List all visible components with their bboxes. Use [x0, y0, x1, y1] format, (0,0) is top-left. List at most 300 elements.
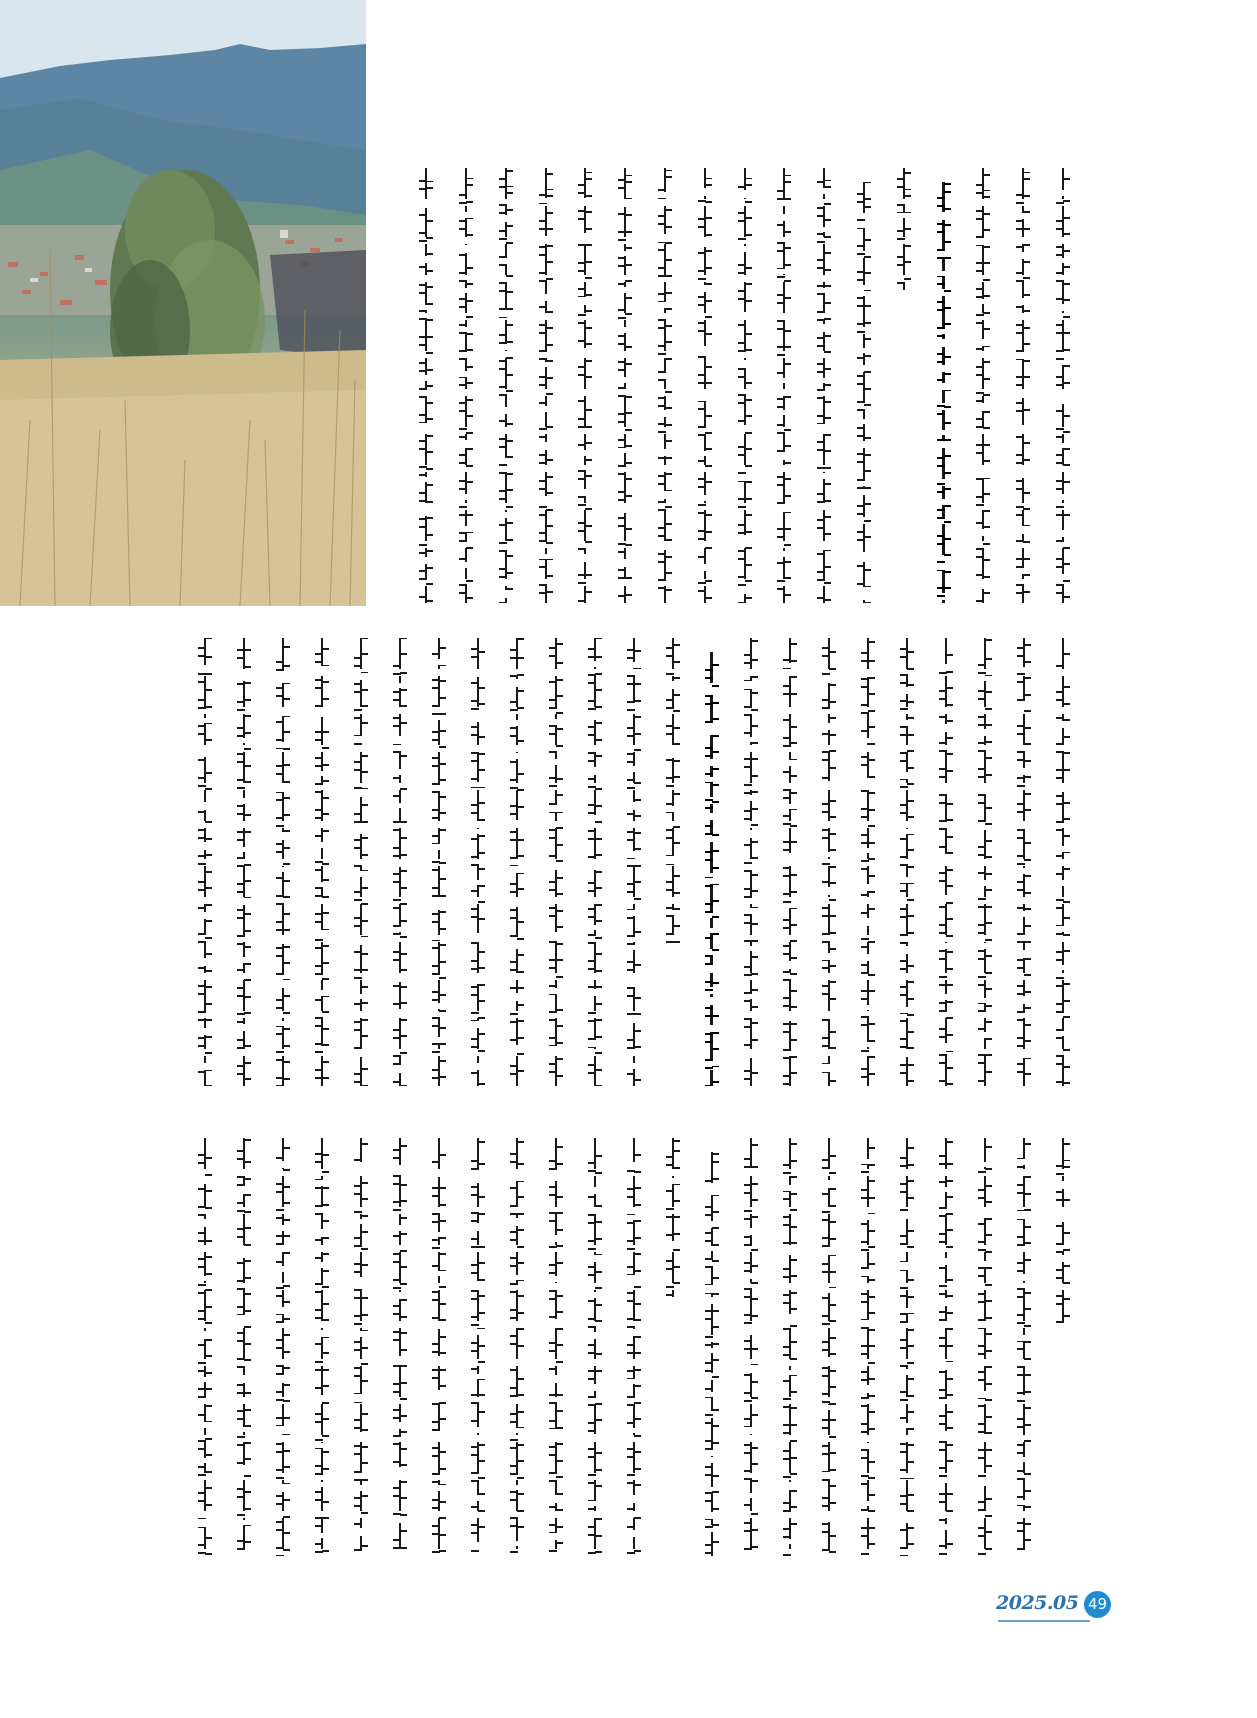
word-space: [510, 1541, 524, 1546]
word-space: [857, 552, 871, 560]
word-space: [499, 258, 513, 264]
glyph-marks: [556, 638, 563, 1086]
word-space: [618, 251, 632, 256]
word-space: [198, 718, 212, 723]
word-space: [666, 856, 680, 864]
word-space: [978, 789, 992, 794]
word-space: [1016, 526, 1030, 534]
word-space: [978, 1434, 992, 1441]
word-space: [432, 844, 446, 850]
word-space: [976, 581, 990, 589]
word-space: [705, 777, 719, 782]
word-space: [900, 1308, 914, 1313]
glyph-marks: [829, 1138, 836, 1556]
word-space: [237, 957, 251, 963]
word-space: [822, 1357, 836, 1364]
word-space: [315, 709, 329, 717]
word-space: [705, 687, 719, 695]
text-column: [354, 638, 368, 1086]
word-space: [857, 348, 871, 353]
word-space: [978, 1162, 992, 1167]
glyph-marks: [439, 1138, 446, 1556]
word-space: [1016, 568, 1030, 574]
word-space: [978, 1212, 992, 1218]
word-space: [861, 884, 875, 891]
glyph-marks: [517, 638, 524, 1086]
word-space: [471, 1374, 485, 1379]
word-space: [783, 853, 797, 861]
text-column: [459, 168, 473, 603]
word-space: [354, 1432, 368, 1440]
word-space: [1056, 530, 1070, 537]
word-space: [237, 1024, 251, 1031]
glyph-marks: [244, 1138, 251, 1556]
word-space: [1016, 392, 1030, 398]
word-space: [237, 1427, 251, 1432]
word-space: [698, 346, 712, 352]
word-space: [978, 943, 992, 949]
text-column: [744, 1138, 758, 1556]
word-space: [549, 1319, 563, 1327]
word-space: [1056, 494, 1070, 500]
word-space: [976, 529, 990, 536]
text-column: [738, 168, 752, 603]
word-space: [783, 760, 797, 766]
word-space: [857, 221, 871, 228]
word-space: [510, 1045, 524, 1051]
word-space: [744, 795, 758, 801]
word-space: [549, 988, 563, 994]
word-space: [198, 802, 212, 810]
glyph-marks: [625, 168, 632, 603]
word-space: [1017, 1395, 1031, 1400]
word-space: [459, 562, 473, 568]
word-space: [315, 1443, 329, 1448]
word-space: [588, 1332, 602, 1339]
word-space: [549, 1235, 563, 1242]
word-space: [900, 720, 914, 726]
word-space: [393, 1517, 407, 1523]
word-space: [658, 410, 672, 417]
word-space: [937, 339, 951, 347]
word-space: [976, 470, 990, 478]
word-space: [1017, 1211, 1031, 1219]
word-space: [1017, 1500, 1031, 1505]
word-space: [900, 1171, 914, 1176]
word-space: [549, 1533, 563, 1540]
word-space: [744, 946, 758, 951]
word-space: [705, 1512, 719, 1519]
word-space: [861, 1320, 875, 1327]
word-space: [738, 535, 752, 543]
word-space: [978, 1322, 992, 1328]
text-column: [237, 1138, 251, 1556]
word-space: [276, 1021, 290, 1026]
word-space: [237, 1375, 251, 1383]
word-space: [588, 1434, 602, 1440]
word-space: [627, 802, 641, 810]
word-space: [1017, 1335, 1031, 1341]
word-space: [549, 1375, 563, 1383]
word-space: [588, 989, 602, 996]
text-column: [276, 1138, 290, 1556]
word-space: [861, 1214, 875, 1220]
word-space: [783, 663, 797, 668]
word-space: [354, 1162, 368, 1169]
word-space: [419, 305, 433, 310]
text-column: [549, 638, 563, 1086]
word-space: [549, 863, 563, 870]
word-space: [578, 198, 592, 206]
word-space: [738, 474, 752, 481]
word-space: [459, 288, 473, 293]
word-space: [618, 448, 632, 453]
word-space: [939, 943, 953, 949]
word-space: [822, 1472, 836, 1477]
word-space: [627, 1428, 641, 1433]
word-space: [627, 1329, 641, 1336]
word-space: [237, 1250, 251, 1258]
word-space: [976, 299, 990, 304]
word-space: [539, 496, 553, 503]
word-space: [822, 887, 836, 895]
word-space: [432, 1431, 446, 1437]
paragraph-end-column: [666, 1138, 680, 1297]
word-space: [1017, 911, 1031, 917]
text-column: [432, 1138, 446, 1556]
word-space: [549, 1495, 563, 1503]
word-space: [459, 440, 473, 448]
word-space: [354, 828, 368, 834]
word-space: [1056, 396, 1070, 404]
word-space: [705, 997, 719, 1005]
photo-illustration: [0, 0, 366, 606]
word-space: [658, 373, 672, 379]
word-space: [471, 1063, 485, 1070]
word-space: [198, 958, 212, 966]
word-space: [419, 375, 433, 381]
word-space: [354, 994, 368, 999]
word-space: [237, 798, 251, 804]
word-space: [1056, 1255, 1070, 1262]
word-space: [783, 1539, 797, 1544]
word-space: [1056, 304, 1070, 311]
text-column: [237, 638, 251, 1086]
word-space: [471, 1329, 485, 1335]
word-space: [900, 1262, 914, 1270]
word-space: [432, 1356, 446, 1363]
word-space: [666, 750, 680, 758]
word-space: [861, 1269, 875, 1276]
word-space: [705, 1188, 719, 1195]
glyph-marks: [712, 652, 719, 1086]
word-space: [510, 820, 524, 826]
word-space: [857, 489, 871, 495]
word-space: [618, 507, 632, 513]
word-space: [939, 1362, 953, 1370]
paragraph-end-column: [897, 168, 911, 290]
word-space: [1056, 190, 1070, 196]
word-space: [857, 419, 871, 424]
word-space: [698, 564, 712, 571]
word-space: [978, 729, 992, 736]
word-space: [499, 590, 513, 598]
word-space: [978, 1032, 992, 1038]
text-column: [822, 638, 836, 1086]
word-space: [618, 559, 632, 567]
word-space: [744, 864, 758, 870]
word-space: [198, 1422, 212, 1428]
word-space: [666, 1178, 680, 1184]
word-space: [354, 1331, 368, 1337]
word-space: [817, 424, 831, 429]
word-space: [705, 1457, 719, 1463]
word-space: [705, 813, 719, 820]
word-space: [510, 1275, 524, 1280]
word-space: [315, 666, 329, 671]
word-space: [276, 675, 290, 683]
word-space: [705, 1348, 719, 1353]
word-space: [354, 937, 368, 945]
word-space: [1016, 354, 1030, 359]
word-space: [937, 271, 951, 276]
text-column: [900, 1138, 914, 1556]
glyph-marks: [907, 638, 914, 1086]
word-space: [459, 526, 473, 532]
text-column: [658, 168, 672, 603]
word-space: [315, 842, 329, 848]
word-space: [627, 1016, 641, 1023]
glyph-marks: [517, 1138, 524, 1556]
word-space: [978, 676, 992, 681]
word-space: [937, 383, 951, 390]
word-space: [237, 1186, 251, 1194]
text-column: [978, 1138, 992, 1556]
word-space: [939, 664, 953, 670]
word-space: [698, 285, 712, 292]
word-space: [817, 227, 831, 232]
word-space: [588, 1292, 602, 1298]
word-space: [1056, 926, 1070, 932]
word-space: [237, 1315, 251, 1323]
glyph-marks: [946, 638, 953, 1086]
word-space: [777, 506, 791, 512]
word-space: [276, 1426, 290, 1434]
word-space: [705, 1392, 719, 1397]
word-space: [419, 423, 433, 431]
word-space: [432, 1169, 446, 1177]
word-space: [698, 240, 712, 247]
word-space: [976, 339, 990, 346]
word-space: [354, 789, 368, 797]
word-space: [1056, 880, 1070, 886]
glyph-marks: [283, 638, 290, 1086]
landscape-photo: [0, 0, 366, 606]
paragraph-end-column: [666, 638, 680, 943]
word-space: [705, 1061, 719, 1066]
page-footer: [996, 1590, 1116, 1630]
glyph-marks: [907, 1138, 914, 1556]
word-space: [822, 1288, 836, 1293]
text-column: [510, 638, 524, 1086]
glyph-marks: [361, 1138, 368, 1556]
text-column: [698, 168, 712, 603]
word-space: [549, 759, 563, 765]
word-space: [1017, 1457, 1031, 1462]
word-space: [627, 979, 641, 987]
word-space: [666, 806, 680, 812]
text-column: [198, 638, 212, 1086]
word-space: [393, 769, 407, 775]
word-space: [627, 1495, 641, 1503]
word-space: [198, 842, 212, 850]
word-space: [419, 557, 433, 564]
word-space: [861, 738, 875, 743]
text-column: [276, 638, 290, 1086]
word-space: [744, 994, 758, 999]
glyph-marks: [1063, 638, 1070, 1086]
text-column: [393, 638, 407, 1086]
word-space: [783, 1248, 797, 1255]
word-space: [459, 327, 473, 332]
text-column: [822, 1138, 836, 1556]
word-space: [276, 1161, 290, 1168]
word-space: [744, 1493, 758, 1498]
word-space: [976, 240, 990, 245]
text-column: [861, 638, 875, 1086]
word-space: [627, 1063, 641, 1069]
word-space: [658, 302, 672, 308]
word-space: [237, 1465, 251, 1473]
word-space: [666, 681, 680, 689]
word-space: [315, 930, 329, 938]
glyph-marks: [244, 638, 251, 1086]
word-space: [276, 1307, 290, 1314]
text-column: [1056, 168, 1070, 603]
word-space: [783, 804, 797, 809]
word-space: [822, 1249, 836, 1255]
text-column: [588, 1138, 602, 1556]
glyph-marks: [864, 182, 871, 603]
word-space: [510, 1428, 524, 1433]
word-space: [705, 1246, 719, 1251]
issue-date: 2025.05: [996, 1592, 1079, 1614]
word-space: [315, 1229, 329, 1237]
word-space: [783, 1185, 797, 1191]
word-space: [315, 1330, 329, 1337]
subheading-column: [937, 182, 951, 603]
word-space: [939, 786, 953, 794]
word-space: [510, 866, 524, 873]
word-space: [1056, 360, 1070, 365]
word-space: [783, 903, 797, 908]
word-space: [744, 1273, 758, 1279]
word-space: [1056, 1031, 1070, 1036]
word-space: [198, 751, 212, 757]
word-space: [658, 234, 672, 242]
word-space: [1016, 252, 1030, 259]
text-column: [354, 1138, 368, 1556]
word-space: [198, 1458, 212, 1463]
word-space: [1017, 823, 1031, 829]
word-space: [822, 1180, 836, 1188]
word-space: [419, 477, 433, 482]
page-number-badge: 49: [1084, 1591, 1111, 1618]
word-space: [432, 715, 446, 720]
word-space: [861, 1005, 875, 1010]
word-space: [698, 393, 712, 401]
word-space: [937, 499, 951, 505]
word-space: [627, 1530, 641, 1537]
text-column: [744, 638, 758, 1086]
word-space: [744, 1168, 758, 1174]
word-space: [744, 1327, 758, 1335]
word-space: [783, 1370, 797, 1375]
word-space: [237, 1520, 251, 1525]
word-space: [276, 1225, 290, 1231]
word-space: [705, 1285, 719, 1293]
word-space: [861, 778, 875, 785]
word-space: [588, 1255, 602, 1262]
word-space: [459, 371, 473, 377]
word-space: [432, 1324, 446, 1329]
word-space: [666, 1241, 680, 1249]
word-space: [588, 712, 602, 720]
word-space: [315, 771, 329, 776]
glyph-marks: [466, 168, 473, 603]
text-column: [627, 1138, 641, 1556]
word-space: [354, 1528, 368, 1536]
word-space: [861, 918, 875, 926]
word-space: [549, 1175, 563, 1181]
word-space: [588, 1384, 602, 1391]
word-space: [1056, 443, 1070, 448]
word-space: [237, 898, 251, 905]
text-column: [618, 168, 632, 603]
word-space: [578, 348, 592, 353]
word-space: [777, 214, 791, 221]
word-space: [976, 403, 990, 411]
word-space: [393, 1065, 407, 1073]
word-space: [315, 1533, 329, 1538]
word-space: [666, 910, 680, 915]
text-column: [419, 168, 433, 603]
text-column: [1017, 1138, 1031, 1556]
footer-underline: [998, 1620, 1090, 1622]
word-space: [393, 1467, 407, 1475]
word-space: [783, 1014, 797, 1021]
word-space: [471, 1427, 485, 1433]
text-column: [900, 638, 914, 1086]
text-column: [549, 1138, 563, 1556]
word-space: [1016, 298, 1030, 305]
word-space: [471, 829, 485, 834]
word-space: [471, 714, 485, 722]
word-space: [744, 1228, 758, 1235]
word-space: [627, 945, 641, 950]
word-space: [744, 908, 758, 914]
word-space: [539, 442, 553, 450]
word-space: [539, 406, 553, 412]
text-column: [539, 168, 553, 603]
text-column: [393, 1138, 407, 1556]
word-space: [471, 933, 485, 938]
word-space: [539, 362, 553, 367]
text-column: [817, 168, 831, 603]
text-column: [976, 168, 990, 603]
text-column: [705, 1152, 719, 1556]
word-space: [861, 1385, 875, 1393]
